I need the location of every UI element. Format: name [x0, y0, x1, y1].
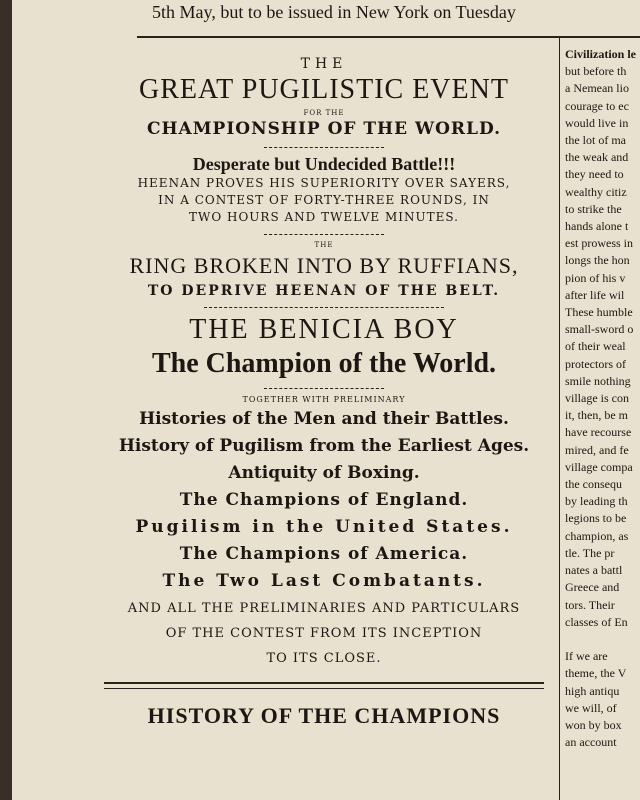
side-text-line: wealthy citiz: [565, 184, 627, 199]
double-rule: [104, 682, 544, 689]
side-text-line: tle. The pr: [565, 545, 615, 560]
side-text-line: theme, the V: [565, 666, 627, 681]
divider: [264, 147, 384, 148]
deprive-line: TO DEPRIVE HEENAN OF THE BELT.: [147, 283, 501, 299]
heenan-line: TWO HOURS AND TWELVE MINUTES.: [189, 210, 459, 224]
side-text-line: the lot of ma: [565, 133, 626, 148]
the-small: THE: [314, 241, 334, 249]
side-text-line: nates a battl: [565, 563, 623, 578]
side-text-line: [565, 631, 640, 648]
side-text-line: legions to be: [565, 511, 627, 526]
side-text-line: village is con: [565, 391, 629, 406]
history-line: Antiquity of Boxing.: [228, 463, 420, 483]
history-line: The Two Last Combatants.: [162, 571, 486, 591]
headline-great-event: GREAT PUGILISTIC EVENT: [139, 74, 509, 105]
ring-broken: RING BROKEN INTO BY RUFFIANS,: [129, 253, 519, 278]
side-text-line: village compa: [565, 459, 633, 474]
side-text-line: the consequ: [565, 477, 622, 492]
side-text-line: tors. Their: [565, 597, 615, 612]
history-of-champions: HISTORY OF THE CHAMPIONS: [147, 703, 501, 728]
history-line: Pugilism in the United States.: [135, 517, 513, 537]
advertisement-column: [94, 44, 554, 800]
side-text-line: but before th: [565, 64, 627, 79]
side-column: [565, 46, 640, 800]
side-text-line: the weak and: [565, 150, 629, 165]
heenan-line: HEENAN PROVES HIS SUPERIORITY OVER SAYERS,: [137, 176, 511, 190]
column-rule: [559, 36, 560, 800]
and-all-line: AND ALL THE PRELIMINARIES AND PARTICULARS: [127, 601, 521, 616]
divider: [204, 307, 444, 308]
side-text-line: high antiqu: [565, 683, 620, 698]
side-text-line: have recourse: [565, 425, 632, 440]
side-text-line: These humble: [565, 305, 633, 320]
side-text-line: smile nothing: [565, 373, 631, 388]
side-text-line: to strike the: [565, 201, 622, 216]
side-text-line: won by box: [565, 717, 622, 732]
history-line: The Champions of England.: [179, 490, 469, 510]
side-text-line: hands alone t: [565, 219, 629, 234]
side-text-line: would live in: [565, 115, 629, 130]
desperate-battle: Desperate but Undecided Battle!!!: [192, 154, 456, 174]
champion-of-world: The Champion of the World.: [151, 348, 497, 379]
together-with: TOGETHER WITH PRELIMINARY: [242, 395, 406, 404]
championship-line: CHAMPIONSHIP OF THE WORLD.: [146, 119, 502, 139]
side-text-line: mired, and fe: [565, 442, 629, 457]
side-text-line: a Nemean lio: [565, 81, 629, 96]
running-header: 5th May, but to be issued in New York on Tuesday: [152, 2, 516, 22]
header-rule: [137, 36, 640, 38]
side-text-line: it, then, be m: [565, 408, 628, 423]
divider: [264, 388, 384, 389]
history-line: History of Pugilism from the Earliest Ages.: [118, 436, 530, 456]
heenan-line: IN A CONTEST OF FORTY-THREE ROUNDS, IN: [158, 193, 490, 207]
side-text-line: est prowess in: [565, 236, 633, 251]
side-text-line: protectors of: [565, 356, 626, 371]
divider: [264, 234, 384, 235]
side-text-line: champion, as: [565, 528, 629, 543]
side-text-line: of their weal: [565, 339, 626, 354]
side-text-line: Greece and: [565, 580, 620, 595]
side-text-line: courage to ec: [565, 98, 629, 113]
history-line: Histories of the Men and their Battles.: [139, 409, 509, 429]
benicia-boy: THE BENICIA BOY: [189, 314, 459, 345]
side-text-line: after life wil: [565, 287, 625, 302]
side-text-line: longs the hon: [565, 253, 630, 268]
side-text-line: pion of his v: [565, 270, 626, 285]
side-text-line: an account: [565, 735, 617, 750]
heading-the: THE: [300, 56, 348, 72]
side-text-line: we will, of: [565, 700, 617, 715]
side-text-line: If we are: [565, 649, 608, 664]
side-text-line: classes of En: [565, 614, 628, 629]
history-line: The Champions of America.: [179, 544, 469, 564]
side-text-line: Civilization le: [565, 47, 636, 61]
side-text-line: they need to: [565, 167, 624, 182]
for-the: FOR THE: [303, 109, 345, 117]
side-text-line: small-sword o: [565, 322, 634, 337]
newspaper-page: [12, 0, 640, 800]
side-text-line: by leading th: [565, 494, 628, 509]
and-all-line: TO ITS CLOSE.: [266, 651, 382, 666]
and-all-line: OF THE CONTEST FROM ITS INCEPTION: [165, 626, 483, 641]
